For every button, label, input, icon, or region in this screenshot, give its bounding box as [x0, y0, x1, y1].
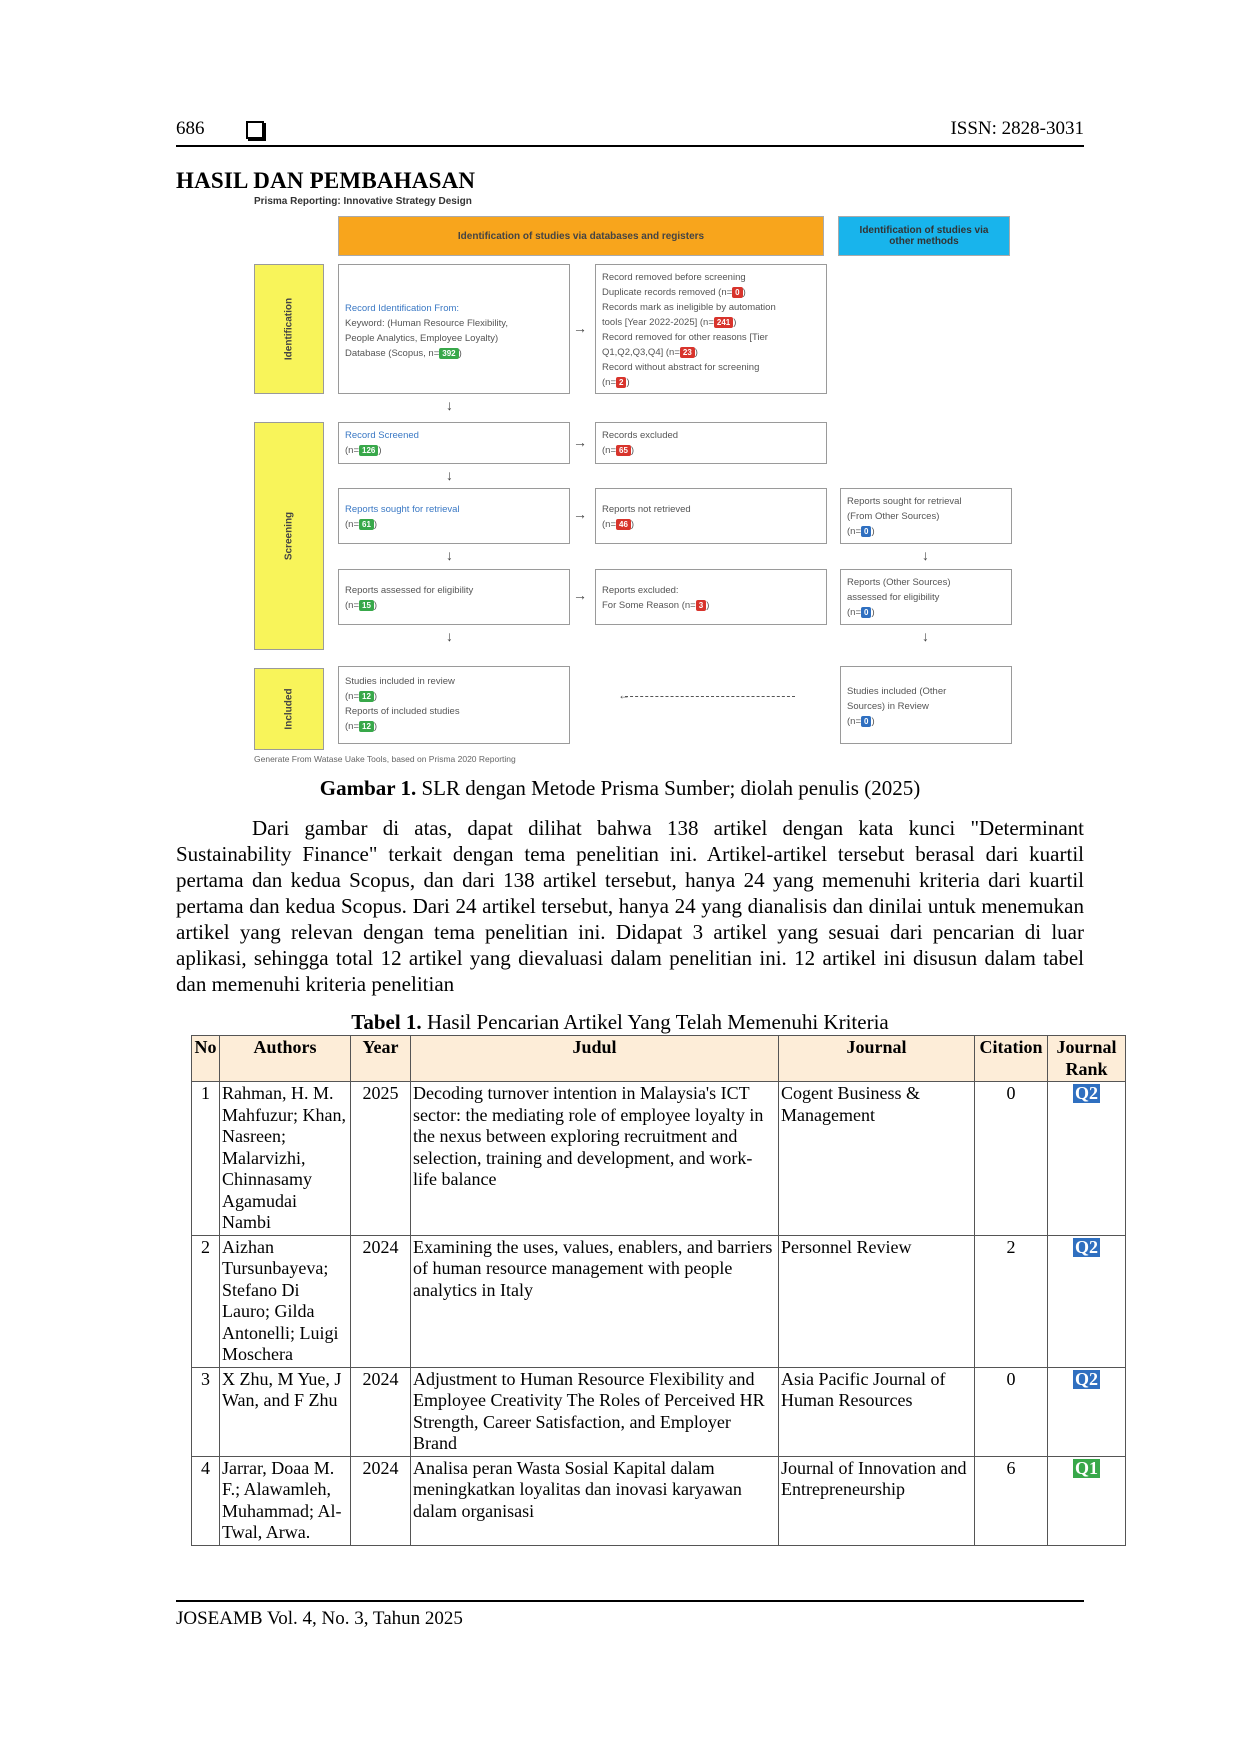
footer-rule	[176, 1600, 1084, 1602]
results-table	[191, 1035, 1126, 1546]
table-row	[192, 1456, 1126, 1545]
phase-identification: Identification	[254, 264, 324, 394]
included-other-box: Studies included (Other Sources) in Review (n= 0 )	[840, 666, 1012, 744]
row-authors: X Zhu, M Yue, J Wan, and F Zhu	[220, 1367, 351, 1456]
arrow-down-icon: ↓	[446, 467, 453, 483]
arrow-right-icon: →	[573, 320, 587, 336]
row-no: 3	[192, 1367, 220, 1456]
row-rank	[1048, 1082, 1126, 1236]
header-year: Year	[351, 1036, 411, 1082]
sought-other-box: Reports sought for retrieval (From Other Sources) (n= 0 )	[840, 488, 1012, 544]
phase-included: Included	[254, 668, 324, 750]
figure-caption: Gambar 1. SLR dengan Metode Prisma Sumber; diolah penulis (2025)	[319, 776, 921, 800]
table-row	[192, 1082, 1126, 1236]
arrow-down-icon: ↓	[446, 628, 453, 644]
arrow-down-icon: ↓	[446, 547, 453, 563]
row-authors: Jarrar, Doaa M. F.; Alawamleh, Muhammad; Al-Twal, Arwa.	[220, 1456, 351, 1545]
identification-box: Record Identification From: Keyword: (Human Resource Flexibility, People Analytics, Employee Loyalty) Database (Scopus, n= 392 )	[338, 264, 570, 394]
row-journal: Asia Pacific Journal of Human Resources	[779, 1367, 975, 1456]
row-citation: 0	[975, 1082, 1048, 1236]
row-year: 2024	[351, 1235, 411, 1367]
table-row	[192, 1235, 1126, 1367]
row-no: 1	[192, 1082, 220, 1236]
row-rank	[1048, 1235, 1126, 1367]
rank-badge: Q1	[1074, 1457, 1098, 1478]
table-header-row	[192, 1036, 1126, 1082]
included-box: Studies included in review (n= 12 ) Reports of included studies (n= 12 )	[338, 666, 570, 744]
not-retrieved-box: Reports not retrieved (n= 46 )	[595, 488, 827, 544]
rank-badge: Q2	[1074, 1368, 1098, 1389]
table-row	[192, 1367, 1126, 1456]
row-journal: Personnel Review	[779, 1235, 975, 1367]
arrow-down-icon: ↓	[922, 547, 929, 563]
arrow-right-icon: →	[573, 506, 587, 522]
rank-badge: Q2	[1074, 1083, 1098, 1103]
header-no: No	[192, 1036, 220, 1082]
header-judul: Judul	[411, 1036, 779, 1082]
assessed-other-box: Reports (Other Sources) assessed for eligibility (n= 0 )	[840, 569, 1012, 625]
row-no: 2	[192, 1235, 220, 1367]
screened-box: Record Screened (n= 126 )	[338, 422, 570, 464]
row-year: 2024	[351, 1456, 411, 1545]
header-rule	[176, 145, 1084, 147]
header-journal: Journal	[779, 1036, 975, 1082]
issn: ISSN: 2828-3031	[950, 118, 1084, 139]
row-judul: Adjustment to Human Resource Flexibility and Employee Creativity The Roles of Perceived HR Strength, Career Satisfaction, and Employer Brand	[411, 1367, 779, 1456]
arrow-down-icon: ↓	[446, 397, 453, 413]
reports-excluded-box: Reports excluded: For Some Reason (n= 3 )	[595, 569, 827, 625]
prisma-figure	[250, 196, 1030, 772]
row-authors: Aizhan Tursunbayeva; Stefano Di Lauro; Gilda Antonelli; Luigi Moschera	[220, 1235, 351, 1367]
rank-badge: Q2	[1074, 1236, 1098, 1257]
arrow-right-icon: →	[573, 587, 587, 603]
row-citation: 6	[975, 1456, 1048, 1545]
row-judul: Analisa peran Wasta Sosial Kapital dalam meningkatkan loyalitas dan inovasi karyawan dalam organisasi	[411, 1456, 779, 1545]
header-citation: Citation	[975, 1036, 1048, 1082]
arrow-down-icon: ↓	[922, 628, 929, 644]
page-number: 686	[176, 118, 205, 139]
row-authors: Rahman, H. M. Mahfuzur; Khan, Nasreen; Malarvizhi, Chinnasamy Agamudai Nambi	[220, 1082, 351, 1236]
banner-databases: Identification of studies via databases and registers	[338, 216, 824, 256]
sought-box: Reports sought for retrieval (n= 61 )	[338, 488, 570, 544]
excluded-box: Records excluded (n= 65 )	[595, 422, 827, 464]
phase-screening: Screening	[254, 422, 324, 650]
header-journal-rank: Journal Rank	[1048, 1036, 1126, 1082]
figure-footer-note: Generate From Watase Uake Tools, based on Prisma 2020 Reporting	[254, 754, 516, 764]
arrow-left-icon: ←	[618, 688, 630, 702]
arrow-right-icon: →	[573, 434, 587, 450]
header-authors: Authors	[220, 1036, 351, 1082]
row-judul: Examining the uses, values, enablers, and barriers of human resource management with people analytics in Italy	[411, 1235, 779, 1367]
row-rank	[1048, 1456, 1126, 1545]
figure-title: Prisma Reporting: Innovative Strategy Design	[254, 196, 472, 207]
removed-box: Record removed before screening Duplicate records removed (n= 0 ) Records mark as ineligible by automation tools [Year 2022-2025] (n= 241 ) Record removed for other reasons [Tier Q1,Q2,Q3,Q4] (n= 23 ) Record without abstract for screening (n= 2 )	[595, 264, 827, 394]
assessed-box: Reports assessed for eligibility (n= 15 )	[338, 569, 570, 625]
row-journal: Journal of Innovation and Entrepreneurship	[779, 1456, 975, 1545]
table-caption: Tabel 1. Hasil Pencarian Artikel Yang Telah Memenuhi Kriteria	[351, 1010, 889, 1034]
row-judul: Decoding turnover intention in Malaysia's ICT sector: the mediating role of employee loyalty in the nexus between exploring recruitment and selection, training and development, and work-life balance	[411, 1082, 779, 1236]
banner-other-methods: Identification of studies via other methods	[838, 216, 1010, 256]
square-icon	[246, 121, 264, 139]
row-year: 2025	[351, 1082, 411, 1236]
body-paragraph: Dari gambar di atas, dapat dilihat bahwa 138 artikel dengan kata kunci "Determinant Sustainability Finance" terkait dengan tema penelitian ini. Artikel-artikel tersebut berasal dari kuartil pertama dan kedua Scopus, dan dari 138 artikel tersebut, hanya 24 yang memenuhi kriteria dari kuartil pertama dan kedua Scopus. Dari 24 artikel tersebut, hanya 24 yang dianalisis dan dinilai untuk menemukan artikel yang relevan dengan tema penelitian ini. Didapat 3 artikel yang sesuai dari pencarian di luar aplikasi, sehingga total 12 artikel yang dievaluasi dalam penelitian ini. 12 artikel ini disusun dalam tabel dan memenuhi kriteria penelitian	[176, 816, 1084, 996]
section-title: HASIL DAN PEMBAHASAN	[176, 168, 476, 193]
row-citation: 0	[975, 1367, 1048, 1456]
row-rank	[1048, 1367, 1126, 1456]
footer-journal: JOSEAMB Vol. 4, No. 3, Tahun 2025	[176, 1608, 463, 1629]
row-year: 2024	[351, 1367, 411, 1456]
dashed-arrow	[625, 696, 795, 697]
row-journal: Cogent Business & Management	[779, 1082, 975, 1236]
row-no: 4	[192, 1456, 220, 1545]
row-citation: 2	[975, 1235, 1048, 1367]
